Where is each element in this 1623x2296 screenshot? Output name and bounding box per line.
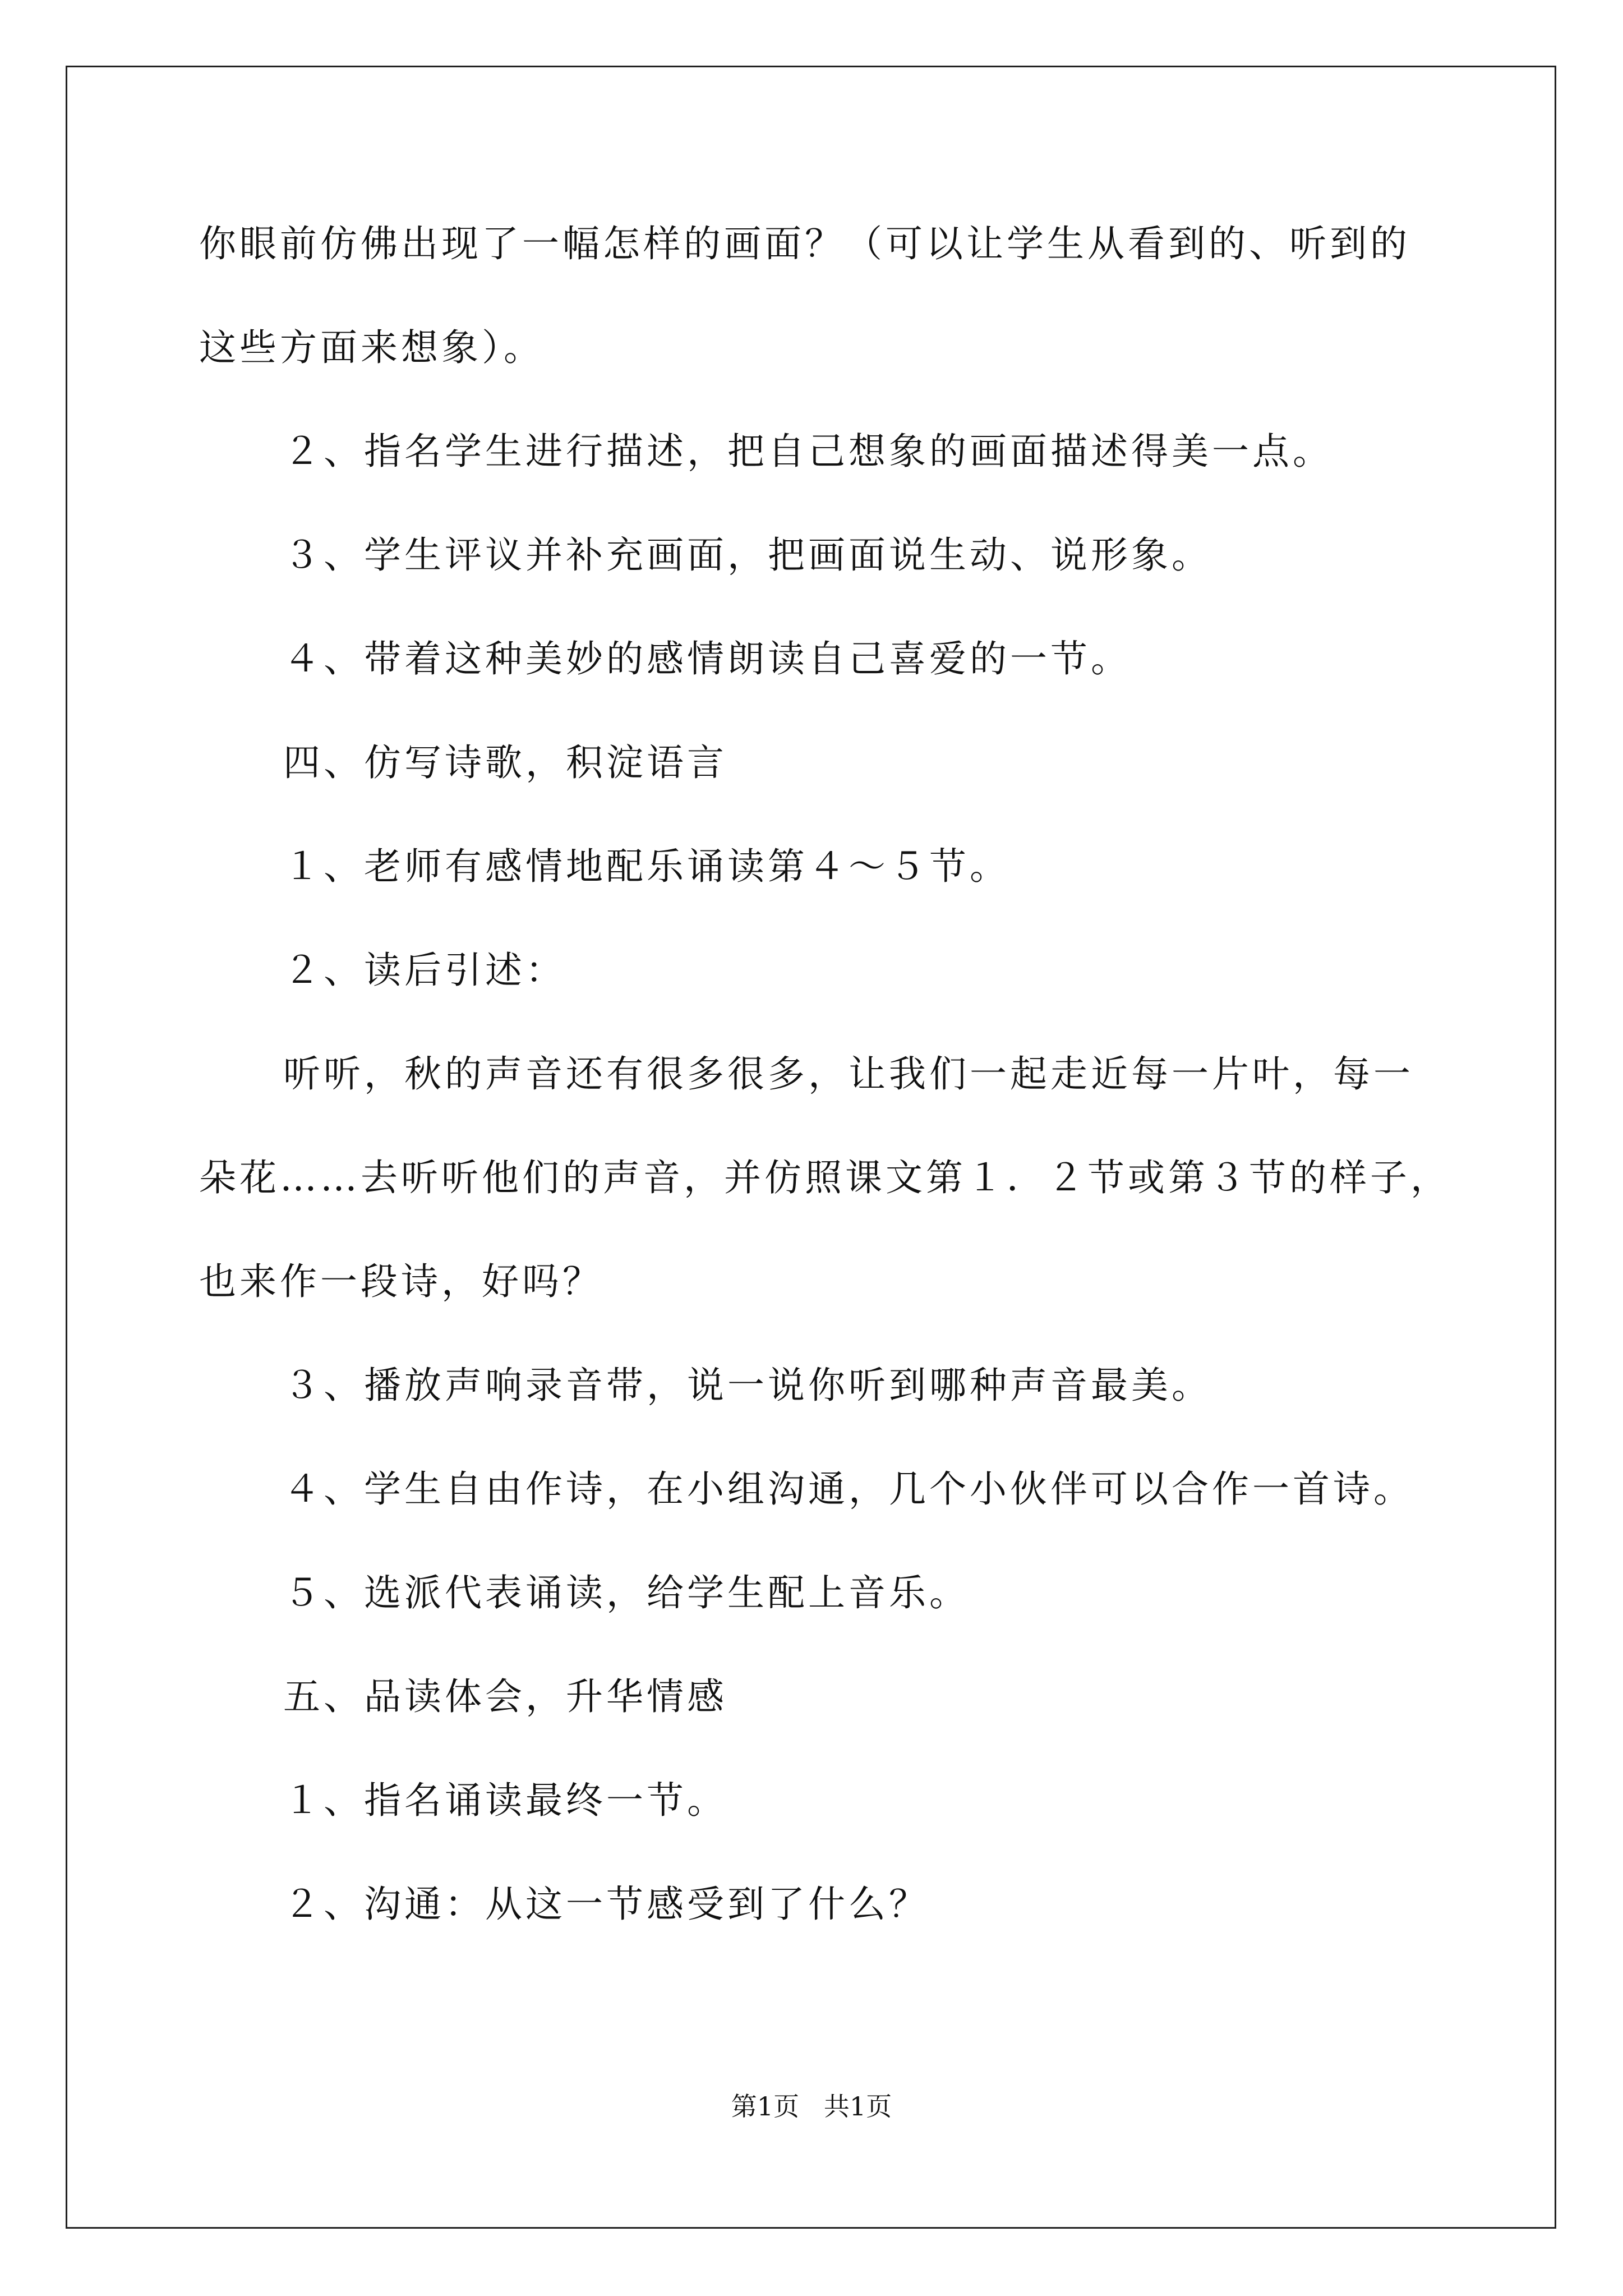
text-line: ２、沟通：从这一节感受到了什么？ — [283, 1883, 929, 1926]
text-line: １、指名诵读最终一节。 — [283, 1779, 727, 1822]
text-line: ４、带着这种美妙的感情朗读自己喜爱的一节。 — [283, 637, 1131, 680]
section-heading: 四、仿写诗歌，积淀语言 — [283, 741, 727, 784]
text-line: 你眼前仿佛出现了一幅怎样的画面？（可以让学生从看到的、听到的 — [199, 222, 1410, 265]
text-line: ２、指名学生进行描述，把自己想象的画面描述得美一点。 — [283, 430, 1333, 473]
text-line: ５、选派代表诵读，给学生配上音乐。 — [283, 1571, 970, 1614]
text-line: 听听，秋的声音还有很多很多，让我们一起走近每一片叶，每一 — [283, 1052, 1414, 1096]
text-line: ４、学生自由作诗，在小组沟通，几个小伙伴可以合作一首诗。 — [283, 1467, 1414, 1511]
text-line: １、老师有感情地配乐诵读第４～５节。 — [283, 845, 1010, 888]
section-heading: 五、品读体会，升华情感 — [283, 1675, 727, 1718]
text-line: 也来作一段诗，好吗？ — [199, 1260, 603, 1303]
text-line: ２、读后引述： — [283, 949, 566, 992]
page-footer: 第1页 共1页 — [731, 2091, 892, 2122]
text-line: 这些方面来想象）。 — [199, 326, 544, 369]
text-line: ３、播放声响录音带，说一说你听到哪种声音最美。 — [283, 1364, 1212, 1407]
text-line: 朵花……去听听他们的声音，并仿照课文第１．２节或第３节的样子， — [199, 1156, 1451, 1199]
text-line: ３、学生评议并补充画面，把画面说生动、说形象。 — [283, 533, 1212, 577]
